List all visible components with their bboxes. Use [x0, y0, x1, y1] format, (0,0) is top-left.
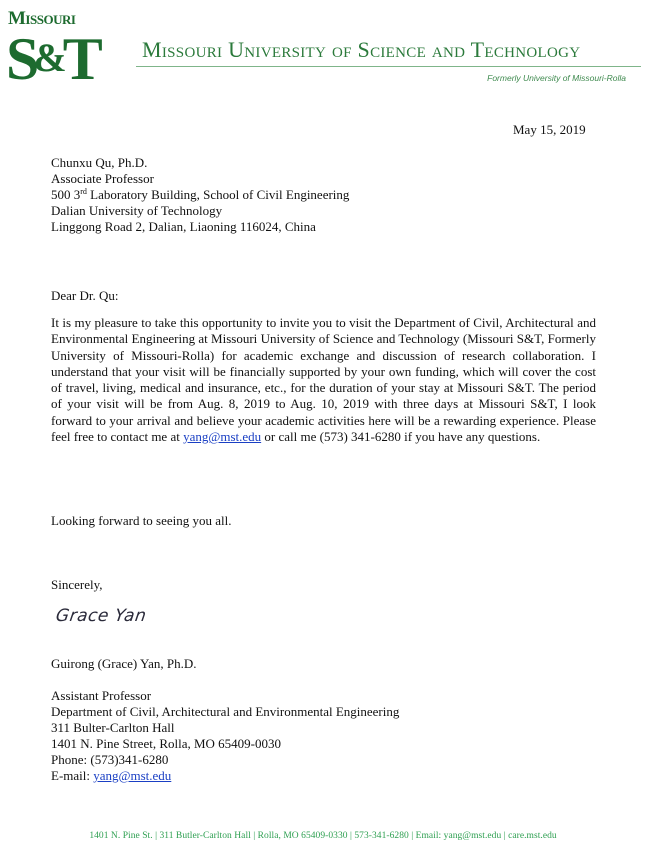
recipient-address-line2: Linggong Road 2, Dalian, Liaoning 116024, China	[51, 219, 316, 234]
footer-contact-bar: 1401 N. Pine St. | 311 Butler-Carlton Hall | Rolla, MO 65409-0330 | 573-341-6280 | Email: yang@mst.edu | care.mst.edu	[89, 831, 557, 841]
logo-st-mark	[6, 27, 97, 90]
recipient-address	[51, 155, 349, 235]
signer-contact-block	[51, 688, 399, 784]
letter-body-paragraph	[51, 315, 596, 445]
logo-s: S	[6, 26, 34, 92]
signer-office: 311 Bulter-Carlton Hall	[51, 720, 175, 735]
logo-ampersand: &	[33, 35, 63, 80]
signer-title: Assistant Professor	[51, 688, 152, 703]
formerly-tagline: Formerly University of Missouri-Rolla	[487, 73, 626, 83]
signer-phone: Phone: (573)341-6280	[51, 752, 169, 767]
signer-department: Department of Civil, Architectural and Environmental Engineering	[51, 704, 400, 719]
closing-line: Looking forward to seeing you all.	[51, 513, 232, 528]
body-text-part1: It is my pleasure to take this opportunity to invite you to visit the Department of Civil, Architectural and Environmental Engineering at Missouri University of Science and Technology (Missouri S&T, Formerly University of Missouri-Rolla) for academic exchange and discussion of research collaboration. I understand that your visit will be financially supported by your own funding, which will cover the cost of travel, living, medical and insurance, etc., for the duration of your stay at Missouri S&T. The period of your visit will be from Aug. 8, 2019 to Aug. 10, 2019 with three days at Missouri S&T, I look forward to your arrival and believe your academic activities here will be a rewarding experience. Please feel free to contact me at	[51, 315, 596, 445]
signer-street: 1401 N. Pine Street, Rolla, MO 65409-0030	[51, 736, 282, 751]
recipient-title: Associate Professor	[51, 171, 154, 186]
address-suffix: Laboratory Building, School of Civil Engineering	[86, 187, 350, 202]
handwritten-signature: Grace Yan	[54, 606, 148, 626]
university-name: Missouri University of Science and Technology	[142, 37, 581, 62]
body-text-part2: or call me (573) 341-6280 if you have any questions.	[261, 429, 541, 445]
letter-date: May 15, 2019	[513, 122, 586, 137]
signer-email-line	[51, 768, 399, 784]
header-divider	[136, 66, 641, 67]
sign-off: Sincerely,	[51, 577, 103, 592]
signer-email-link[interactable]: yang@mst.edu	[93, 768, 172, 783]
recipient-address-line1	[51, 187, 349, 203]
email-label: E-mail:	[51, 768, 94, 783]
ordinal-suffix: rd	[80, 187, 87, 196]
logo-t: T	[62, 26, 97, 92]
logo-missouri-text: Missouri	[8, 8, 76, 29]
address-prefix: 500 3	[51, 187, 81, 202]
salutation: Dear Dr. Qu:	[51, 288, 119, 303]
recipient-name: Chunxu Qu, Ph.D.	[51, 155, 148, 170]
body-email-link[interactable]: yang@mst.edu	[183, 429, 262, 445]
recipient-institution: Dalian University of Technology	[51, 203, 223, 218]
signer-name: Guirong (Grace) Yan, Ph.D.	[51, 656, 197, 671]
